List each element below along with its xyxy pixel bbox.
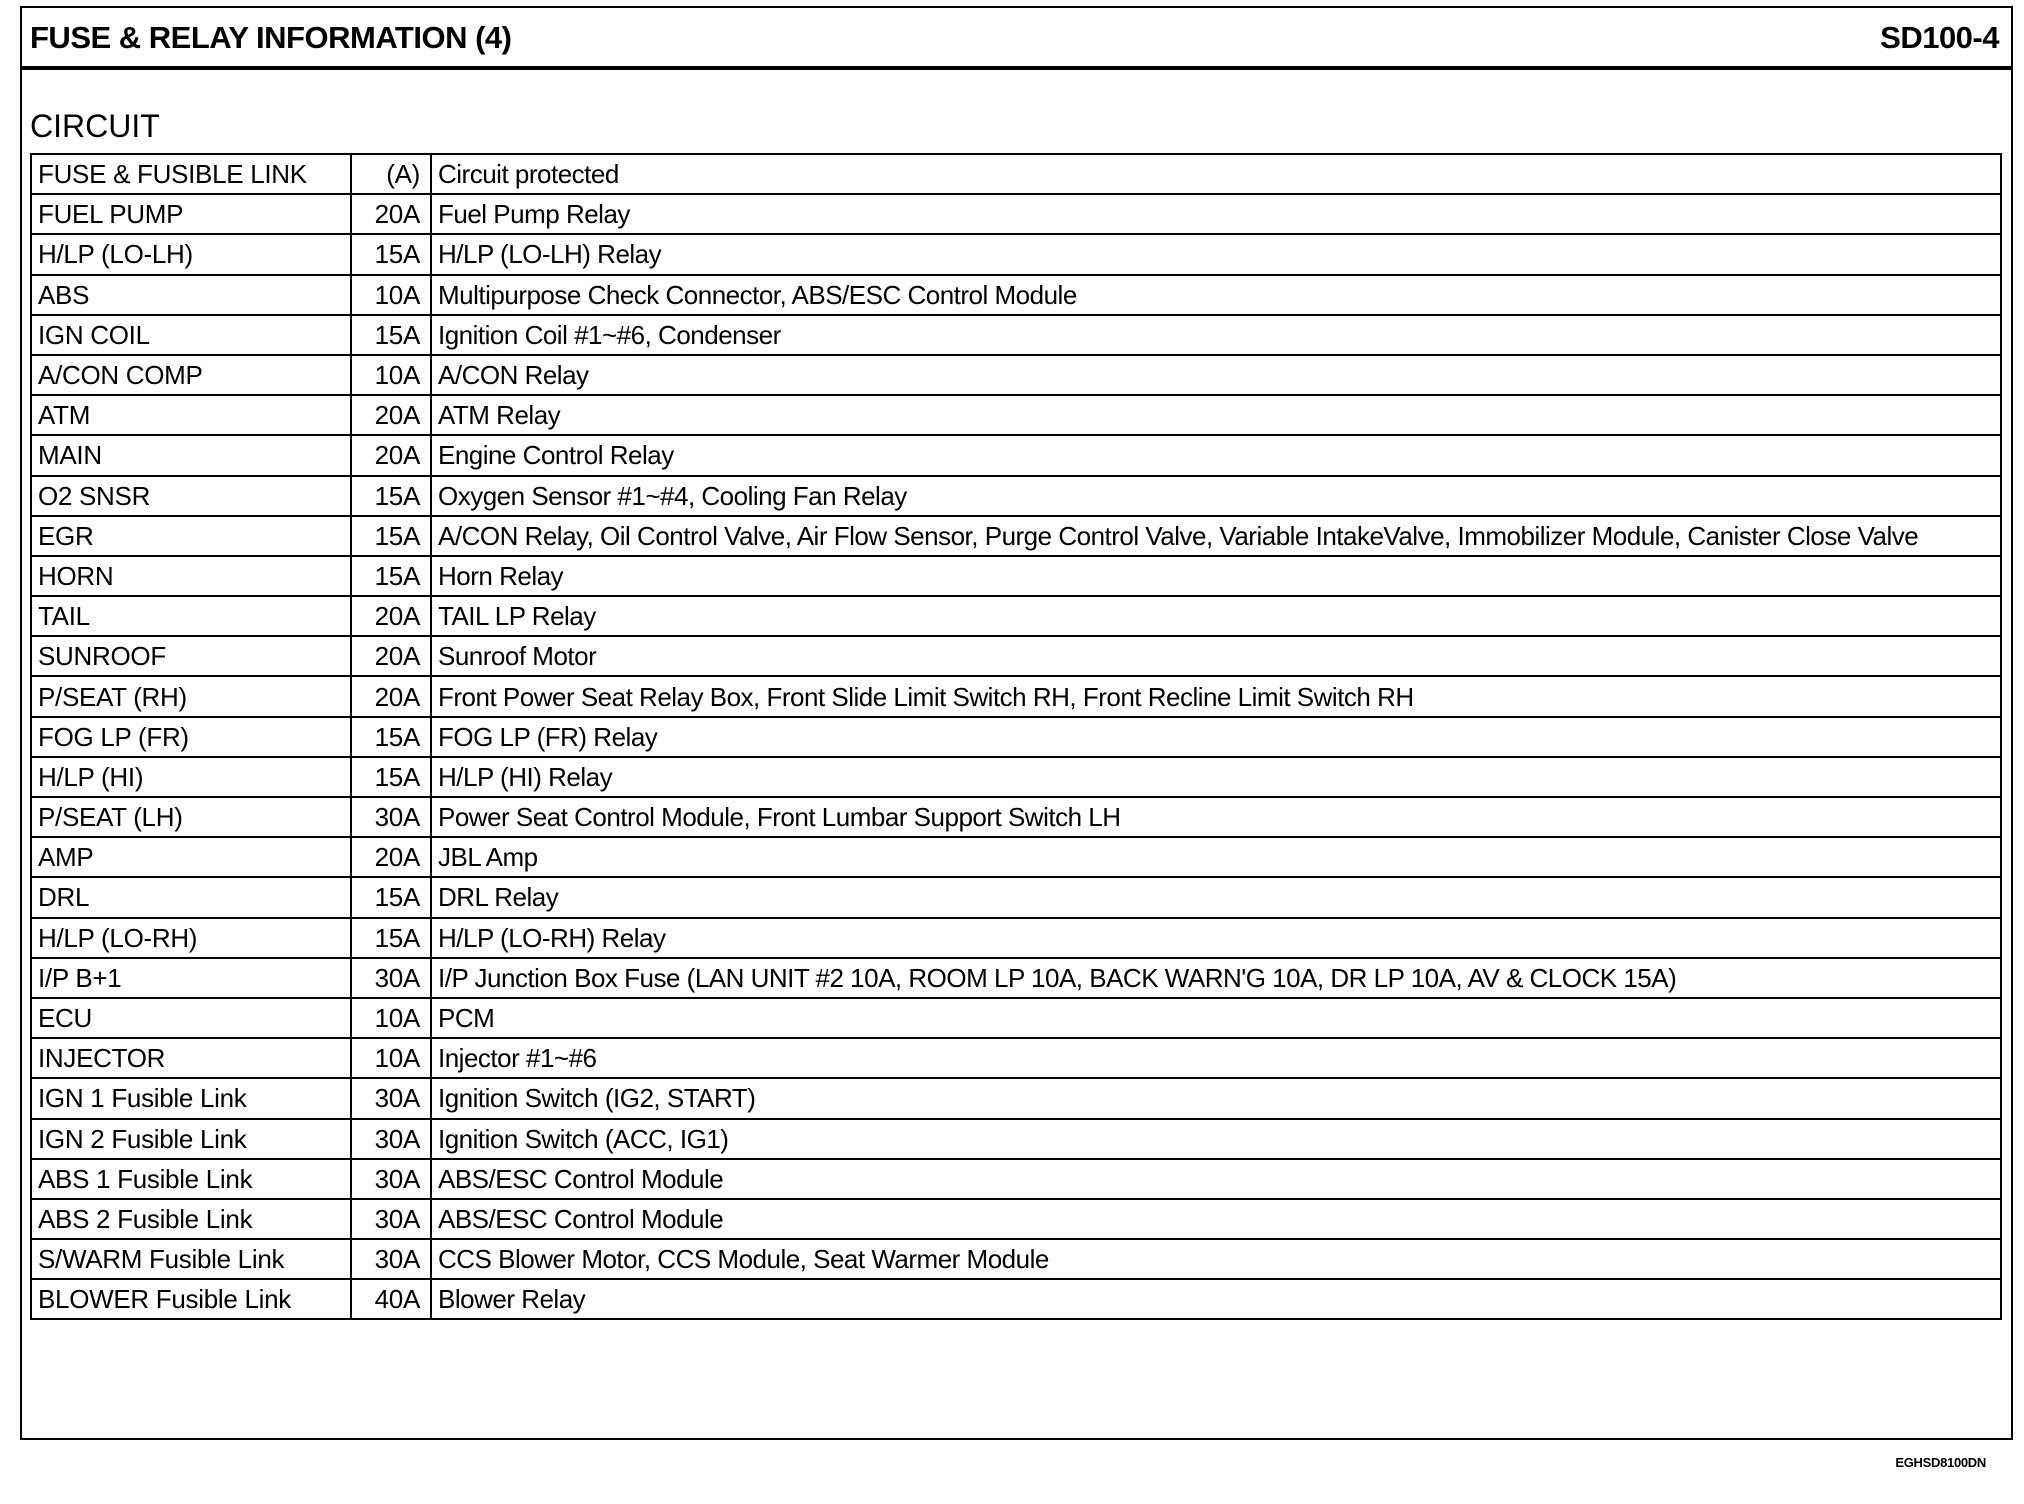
fuse-name-cell: H/LP (HI): [31, 757, 351, 797]
fuse-name-cell: IGN 2 Fusible Link: [31, 1119, 351, 1159]
amperage-cell: 15A: [351, 757, 431, 797]
table-row: [31, 837, 2001, 877]
circuit-protected-cell: Blower Relay: [431, 1279, 2001, 1319]
amperage-cell: 15A: [351, 234, 431, 274]
circuit-protected-cell: DRL Relay: [431, 877, 2001, 917]
amperage-cell: 30A: [351, 1159, 431, 1199]
circuit-protected-cell: Ignition Switch (IG2, START): [431, 1078, 2001, 1118]
fuse-name-cell: ECU: [31, 998, 351, 1038]
circuit-protected-cell: I/P Junction Box Fuse (LAN UNIT #2 10A, ROOM LP 10A, BACK WARN'G 10A, DR LP 10A, AV & CLOCK 15A): [431, 958, 2001, 998]
fuse-name-cell: FOG LP (FR): [31, 717, 351, 757]
amperage-cell: 30A: [351, 1078, 431, 1118]
table-row: [31, 355, 2001, 395]
table-row: [31, 1038, 2001, 1078]
circuit-protected-cell: Injector #1~#6: [431, 1038, 2001, 1078]
table-row: [31, 877, 2001, 917]
amperage-cell: 30A: [351, 958, 431, 998]
figure-code: EGHSD8100DN: [1895, 1455, 1986, 1470]
fuse-name-cell: BLOWER Fusible Link: [31, 1279, 351, 1319]
amperage-cell: 30A: [351, 1199, 431, 1239]
table-row: [31, 1239, 2001, 1279]
amperage-cell: 10A: [351, 1038, 431, 1078]
fuse-relay-table: [30, 153, 2002, 1320]
table-row: [31, 958, 2001, 998]
circuit-protected-cell: Horn Relay: [431, 556, 2001, 596]
column-header-fuse: FUSE & FUSIBLE LINK: [31, 154, 351, 194]
fuse-name-cell: O2 SNSR: [31, 476, 351, 516]
amperage-cell: 15A: [351, 717, 431, 757]
amperage-cell: 15A: [351, 516, 431, 556]
circuit-protected-cell: H/LP (LO-LH) Relay: [431, 234, 2001, 274]
table-row: [31, 918, 2001, 958]
table-row: [31, 757, 2001, 797]
table-row: [31, 234, 2001, 274]
table-row: [31, 1159, 2001, 1199]
fuse-name-cell: H/LP (LO-RH): [31, 918, 351, 958]
fuse-name-cell: ABS: [31, 275, 351, 315]
fuse-name-cell: MAIN: [31, 435, 351, 475]
amperage-cell: 20A: [351, 676, 431, 716]
circuit-protected-cell: ABS/ESC Control Module: [431, 1159, 2001, 1199]
fuse-name-cell: P/SEAT (RH): [31, 676, 351, 716]
amperage-cell: 30A: [351, 1119, 431, 1159]
table-row: [31, 717, 2001, 757]
table-row: [31, 676, 2001, 716]
table-row: [31, 1199, 2001, 1239]
fuse-name-cell: FUEL PUMP: [31, 194, 351, 234]
amperage-cell: 20A: [351, 194, 431, 234]
circuit-protected-cell: A/CON Relay, Oil Control Valve, Air Flow Sensor, Purge Control Valve, Variable IntakeValve, Immobilizer Module, Canister Close Valve: [431, 516, 2001, 556]
amperage-cell: 30A: [351, 1239, 431, 1279]
table-header-row: [31, 154, 2001, 194]
fuse-name-cell: P/SEAT (LH): [31, 797, 351, 837]
circuit-protected-cell: Power Seat Control Module, Front Lumbar Support Switch LH: [431, 797, 2001, 837]
circuit-protected-cell: Ignition Switch (ACC, IG1): [431, 1119, 2001, 1159]
amperage-cell: 20A: [351, 395, 431, 435]
circuit-protected-cell: Sunroof Motor: [431, 636, 2001, 676]
circuit-protected-cell: Multipurpose Check Connector, ABS/ESC Control Module: [431, 275, 2001, 315]
circuit-protected-cell: FOG LP (FR) Relay: [431, 717, 2001, 757]
circuit-protected-cell: H/LP (LO-RH) Relay: [431, 918, 2001, 958]
fuse-name-cell: SUNROOF: [31, 636, 351, 676]
document-title: FUSE & RELAY INFORMATION (4): [30, 20, 512, 55]
table-row: [31, 556, 2001, 596]
amperage-cell: 30A: [351, 797, 431, 837]
circuit-protected-cell: Ignition Coil #1~#6, Condenser: [431, 315, 2001, 355]
amperage-cell: 15A: [351, 476, 431, 516]
section-heading: CIRCUIT: [30, 108, 160, 144]
fuse-name-cell: IGN 1 Fusible Link: [31, 1078, 351, 1118]
table-row: [31, 596, 2001, 636]
amperage-cell: 20A: [351, 636, 431, 676]
document-frame: [20, 6, 2013, 1440]
amperage-cell: 15A: [351, 315, 431, 355]
document-code: SD100-4: [1880, 20, 1999, 55]
table-row: [31, 516, 2001, 556]
circuit-protected-cell: TAIL LP Relay: [431, 596, 2001, 636]
amperage-cell: 15A: [351, 556, 431, 596]
document-header: [22, 8, 2011, 70]
column-header-amperage: (A): [351, 154, 431, 194]
circuit-protected-cell: H/LP (HI) Relay: [431, 757, 2001, 797]
fuse-name-cell: TAIL: [31, 596, 351, 636]
table-row: [31, 476, 2001, 516]
fuse-name-cell: ATM: [31, 395, 351, 435]
table-row: [31, 315, 2001, 355]
amperage-cell: 20A: [351, 837, 431, 877]
circuit-protected-cell: ATM Relay: [431, 395, 2001, 435]
table-row: [31, 1119, 2001, 1159]
fuse-name-cell: ABS 1 Fusible Link: [31, 1159, 351, 1199]
fuse-name-cell: EGR: [31, 516, 351, 556]
fuse-name-cell: A/CON COMP: [31, 355, 351, 395]
table-row: [31, 636, 2001, 676]
amperage-cell: 15A: [351, 918, 431, 958]
fuse-name-cell: IGN COIL: [31, 315, 351, 355]
fuse-name-cell: AMP: [31, 837, 351, 877]
fuse-name-cell: INJECTOR: [31, 1038, 351, 1078]
circuit-protected-cell: Fuel Pump Relay: [431, 194, 2001, 234]
fuse-name-cell: I/P B+1: [31, 958, 351, 998]
table-row: [31, 194, 2001, 234]
circuit-protected-cell: PCM: [431, 998, 2001, 1038]
table-row: [31, 435, 2001, 475]
fuse-name-cell: H/LP (LO-LH): [31, 234, 351, 274]
circuit-protected-cell: A/CON Relay: [431, 355, 2001, 395]
amperage-cell: 40A: [351, 1279, 431, 1319]
circuit-protected-cell: Engine Control Relay: [431, 435, 2001, 475]
fuse-name-cell: ABS 2 Fusible Link: [31, 1199, 351, 1239]
table-row: [31, 1279, 2001, 1319]
amperage-cell: 10A: [351, 998, 431, 1038]
amperage-cell: 20A: [351, 435, 431, 475]
circuit-protected-cell: JBL Amp: [431, 837, 2001, 877]
circuit-protected-cell: ABS/ESC Control Module: [431, 1199, 2001, 1239]
circuit-protected-cell: Front Power Seat Relay Box, Front Slide Limit Switch RH, Front Recline Limit Switch RH: [431, 676, 2001, 716]
column-header-circuit: Circuit protected: [431, 154, 2001, 194]
amperage-cell: 10A: [351, 275, 431, 315]
table-row: [31, 395, 2001, 435]
table-row: [31, 797, 2001, 837]
fuse-name-cell: S/WARM Fusible Link: [31, 1239, 351, 1279]
fuse-name-cell: DRL: [31, 877, 351, 917]
fuse-name-cell: HORN: [31, 556, 351, 596]
amperage-cell: 10A: [351, 355, 431, 395]
amperage-cell: 20A: [351, 596, 431, 636]
amperage-cell: 15A: [351, 877, 431, 917]
circuit-protected-cell: CCS Blower Motor, CCS Module, Seat Warmer Module: [431, 1239, 2001, 1279]
table-row: [31, 275, 2001, 315]
table-row: [31, 998, 2001, 1038]
circuit-protected-cell: Oxygen Sensor #1~#4, Cooling Fan Relay: [431, 476, 2001, 516]
table-row: [31, 1078, 2001, 1118]
